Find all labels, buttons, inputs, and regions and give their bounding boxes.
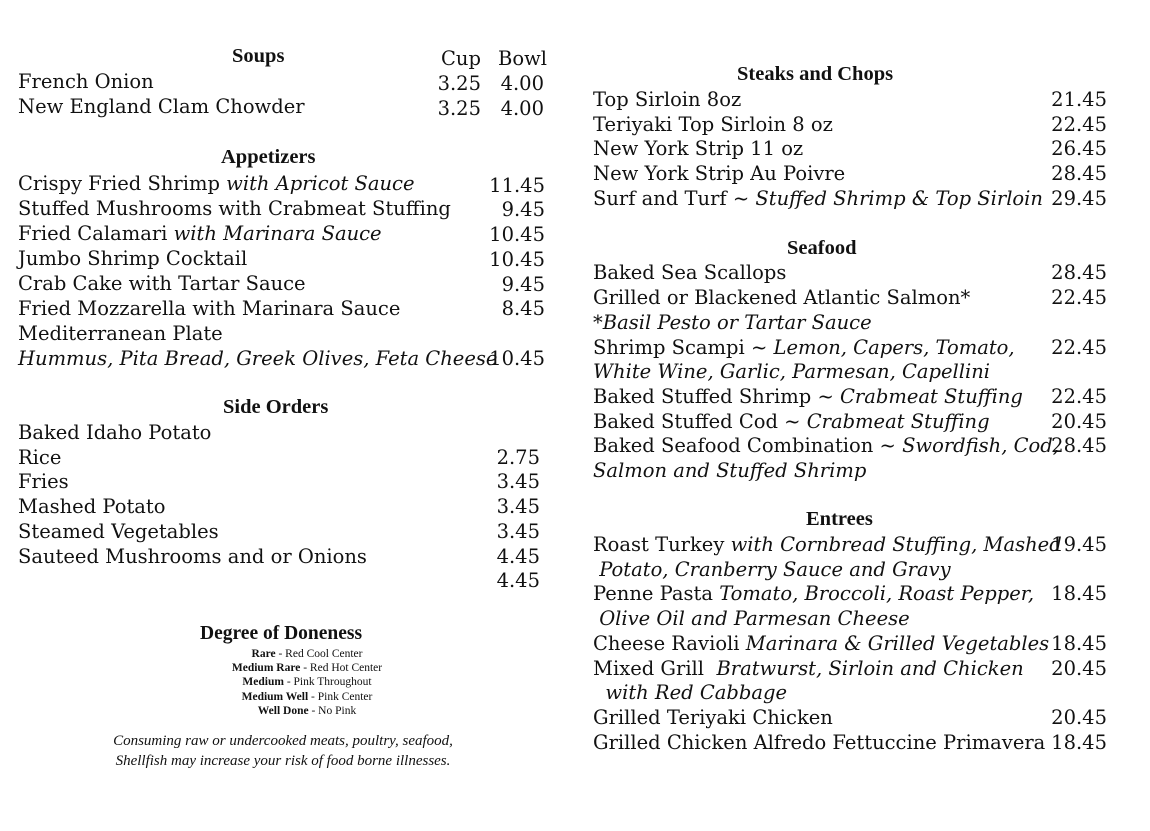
health-warning-line: Consuming raw or undercooked meats, poultry, seafood, (113, 733, 453, 749)
seafood-note: *Basil Pesto or Tartar Sauce (593, 311, 872, 334)
entree-price: 18.45 (1051, 731, 1107, 754)
appetizer-price: 10.45 (489, 347, 545, 370)
soups-bowl-header: Bowl (498, 47, 547, 70)
side-item: Baked Idaho Potato (18, 421, 212, 444)
entrees-heading: Entrees (806, 508, 873, 530)
seafood-item: Baked Sea Scallops (593, 261, 787, 284)
steak-item: Teriyaki Top Sirloin 8 oz (593, 113, 833, 136)
seafood-price: 20.45 (1051, 410, 1107, 433)
soup-cup-price: 3.25 (437, 97, 481, 120)
seafood-item: Grilled or Blackened Atlantic Salmon* (593, 286, 971, 309)
seafood-price: 22.45 (1051, 286, 1107, 309)
seafood-price: 22.45 (1051, 385, 1107, 408)
side-item: Mashed Potato (18, 495, 166, 518)
entree-item: Grilled Chicken Alfredo Fettuccine Primavera (593, 731, 1046, 754)
seafood-item: Baked Stuffed Cod ~ Crabmeat Stuffing (593, 410, 990, 433)
entree-item-desc: Olive Oil and Parmesan Cheese (593, 607, 910, 630)
steak-price: 29.45 (1051, 187, 1107, 210)
seafood-heading: Seafood (787, 237, 857, 259)
seafood-item: Baked Seafood Combination ~ Swordfish, Cod, (593, 434, 1059, 457)
entree-price: 18.45 (1051, 632, 1107, 655)
side-item: Steamed Vegetables (18, 520, 219, 543)
appetizer-item: Fried Mozzarella with Marinara Sauce (18, 297, 401, 320)
steak-price: 26.45 (1051, 137, 1107, 160)
steak-item: New York Strip 11 oz (593, 137, 804, 160)
side-price: 3.45 (496, 470, 540, 493)
doneness-level: Medium - Pink Throughout (242, 676, 372, 688)
appetizer-item-desc: Hummus, Pita Bread, Greek Olives, Feta Cheese (18, 347, 498, 370)
soups-heading: Soups (232, 45, 285, 67)
soups-cup-header: Cup (441, 47, 481, 70)
entree-item: Penne Pasta Tomato, Broccoli, Roast Pepper, (593, 582, 1035, 605)
seafood-price: 28.45 (1051, 261, 1107, 284)
seafood-item: Shrimp Scampi ~ Lemon, Capers, Tomato, (593, 336, 1015, 359)
entree-item-desc: Potato, Cranberry Sauce and Gravy (593, 558, 951, 581)
appetizers-heading: Appetizers (221, 146, 316, 168)
side-item: Fries (18, 470, 69, 493)
doneness-heading: Degree of Doneness (200, 623, 363, 644)
soup-bowl-price: 4.00 (500, 97, 544, 120)
steak-price: 28.45 (1051, 162, 1107, 185)
side-price: 3.45 (496, 520, 540, 543)
steak-item: New York Strip Au Poivre (593, 162, 846, 185)
side-price: 2.75 (496, 446, 540, 469)
side-price: 4.45 (496, 545, 540, 568)
entree-item: Mixed Grill Bratwurst, Sirloin and Chicken (593, 657, 1024, 680)
entree-price: 20.45 (1051, 706, 1107, 729)
soup-bowl-price: 4.00 (500, 72, 544, 95)
seafood-price: 28.45 (1051, 434, 1107, 457)
seafood-price: 22.45 (1051, 336, 1107, 359)
appetizer-price: 8.45 (501, 297, 545, 320)
appetizer-price: 10.45 (489, 248, 545, 271)
doneness-level: Rare - Red Cool Center (251, 648, 363, 660)
side-price: 3.45 (496, 495, 540, 518)
doneness-level: Medium Rare - Red Hot Center (231, 662, 383, 674)
appetizer-price: 11.45 (489, 174, 545, 197)
appetizer-item: Crab Cake with Tartar Sauce (18, 272, 306, 295)
health-warning-line: Shellfish may increase your risk of food borne illnesses. (115, 753, 451, 769)
doneness-level: Well Done - No Pink (257, 705, 357, 717)
steaks-heading: Steaks and Chops (737, 63, 894, 85)
entree-price: 19.45 (1051, 533, 1107, 556)
seafood-item: Baked Stuffed Shrimp ~ Crabmeat Stuffing (593, 385, 1023, 408)
side-item: Sauteed Mushrooms and or Onions (18, 545, 367, 568)
side-orders-heading: Side Orders (223, 396, 329, 418)
seafood-item-desc: White Wine, Garlic, Parmesan, Capellini (593, 360, 991, 383)
appetizer-price: 9.45 (501, 273, 545, 296)
appetizer-item: Crispy Fried Shrimp with Apricot Sauce (18, 172, 415, 195)
steak-price: 22.45 (1051, 113, 1107, 136)
seafood-item-desc: Salmon and Stuffed Shrimp (593, 459, 867, 482)
entree-item: Roast Turkey with Cornbread Stuffing, Mashed (593, 533, 1062, 556)
side-item: Rice (18, 446, 62, 469)
soup-cup-price: 3.25 (437, 72, 481, 95)
entree-price: 20.45 (1051, 657, 1107, 680)
entree-item: Grilled Teriyaki Chicken (593, 706, 833, 729)
side-price: 4.45 (496, 569, 540, 592)
soup-item-name: French Onion (18, 70, 154, 93)
steak-item: Surf and Turf ~ Stuffed Shrimp & Top Sirloin (593, 187, 1043, 210)
entree-price: 18.45 (1051, 582, 1107, 605)
entree-item: Cheese Ravioli Marinara & Grilled Vegetables (593, 632, 1050, 655)
steak-item: Top Sirloin 8oz (593, 88, 742, 111)
appetizer-item: Fried Calamari with Marinara Sauce (18, 222, 382, 245)
steak-price: 21.45 (1051, 88, 1107, 111)
appetizer-item: Mediterranean Plate (18, 322, 223, 345)
appetizer-price: 10.45 (489, 223, 545, 246)
doneness-level: Medium Well - Pink Center (241, 691, 373, 703)
appetizer-item: Stuffed Mushrooms with Crabmeat Stuffing (18, 197, 451, 220)
appetizer-price: 9.45 (501, 198, 545, 221)
soup-item-name: New England Clam Chowder (18, 95, 305, 118)
appetizer-item: Jumbo Shrimp Cocktail (18, 247, 248, 270)
entree-item-desc: with Red Cabbage (593, 681, 787, 704)
